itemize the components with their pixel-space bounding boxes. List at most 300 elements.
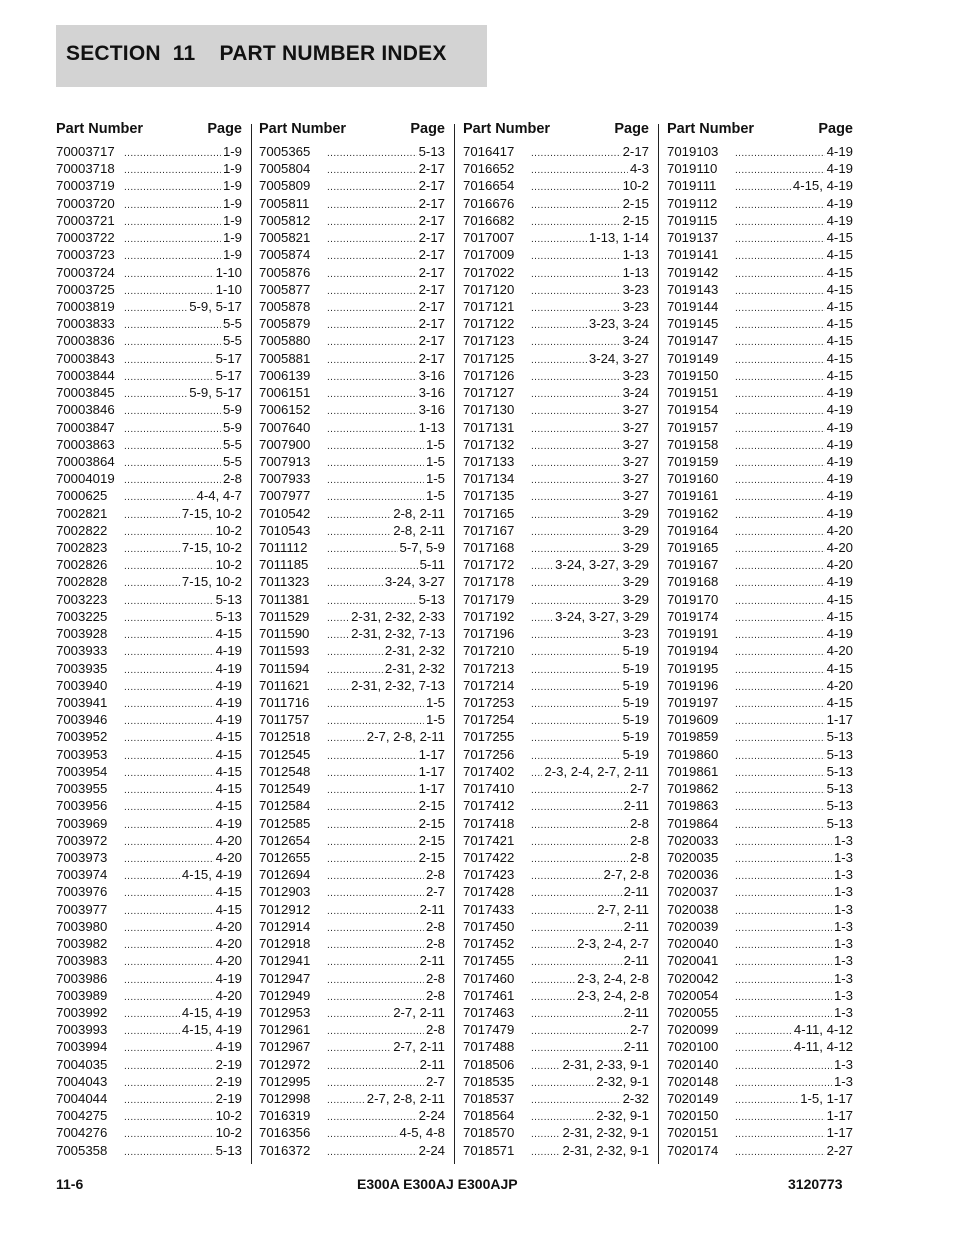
dot-leader: [735, 507, 825, 524]
index-entry: [463, 797, 649, 814]
index-entry: [259, 453, 445, 470]
part-number: 7005878: [259, 298, 311, 314]
dot-leader: [531, 524, 621, 541]
part-number: 7020150: [667, 1108, 719, 1124]
page-reference: 2-7, 2-8, 2-11: [366, 729, 445, 745]
index-entry: [259, 660, 445, 677]
part-number: 7017410: [463, 781, 515, 797]
dot-leader: [124, 954, 214, 971]
page-reference: 1-3: [833, 987, 853, 1003]
page-reference: 1-17: [418, 746, 445, 762]
part-number: 7003935: [56, 660, 108, 676]
dot-leader: [124, 679, 214, 696]
index-column-2: [259, 118, 445, 1159]
dot-leader: [735, 989, 832, 1006]
page-reference: 5-13: [826, 815, 853, 831]
dot-leader: [327, 937, 424, 954]
column-header: [259, 118, 445, 143]
part-number: 7016654: [463, 178, 515, 194]
part-number: 7017418: [463, 815, 515, 831]
index-entry: [463, 401, 649, 418]
part-number: 7019862: [667, 781, 719, 797]
index-entry: [667, 367, 853, 384]
index-column-1: [56, 118, 242, 1159]
index-entry: [259, 246, 445, 263]
index-entry: [259, 522, 445, 539]
index-entry: [667, 1142, 853, 1159]
page-reference: 5-9: [222, 402, 242, 418]
dot-leader: [124, 730, 214, 747]
dot-leader: [327, 1092, 365, 1109]
page-reference: 1-3: [833, 953, 853, 969]
page-reference: 5-13: [215, 1142, 242, 1158]
page-reference: 2-24: [418, 1142, 445, 1158]
page-reference: 4-19: [215, 695, 242, 710]
page-reference: 1-10: [215, 264, 242, 280]
dot-leader: [327, 524, 391, 541]
dot-leader: [124, 765, 214, 782]
part-number: 7005874: [259, 247, 311, 263]
part-number: 7017022: [463, 264, 515, 280]
page-reference: 4-15, 4-19: [181, 1004, 242, 1020]
page-reference: 5-13: [826, 798, 853, 814]
page-reference: 4-19: [826, 419, 853, 435]
page-reference: 4-19: [826, 385, 853, 401]
dot-leader: [327, 455, 424, 472]
dot-leader: [327, 954, 418, 971]
index-entry: [56, 677, 242, 694]
page-reference: 1-13, 1-14: [588, 230, 649, 246]
page-reference: 2-11: [623, 953, 649, 969]
index-entry: [667, 625, 853, 642]
part-number: 7017452: [463, 936, 515, 952]
part-number: 7007900: [259, 436, 311, 452]
index-entry: [667, 970, 853, 987]
dot-leader: [735, 954, 832, 971]
dot-leader: [531, 868, 602, 885]
part-number: 7017132: [463, 436, 515, 452]
footer-page-number: 11-6: [56, 1176, 84, 1192]
part-number: 70003718: [56, 161, 115, 177]
part-number: 7011590: [259, 626, 310, 642]
part-number: 7017455: [463, 953, 515, 969]
part-number: 7003954: [56, 763, 108, 779]
part-number: 7019110: [667, 161, 718, 177]
dot-leader: [531, 369, 621, 386]
page-reference: 2-8: [629, 849, 649, 865]
index-entry: [259, 160, 445, 177]
part-number: 7010542: [259, 505, 311, 521]
dot-leader: [124, 1040, 214, 1057]
part-number: 7000625: [56, 488, 108, 504]
part-number: 7012947: [259, 970, 311, 986]
part-number: 7020149: [667, 1091, 719, 1107]
dot-leader: [735, 334, 825, 351]
index-entry: [463, 229, 649, 246]
dot-leader: [735, 145, 825, 162]
index-entry: [463, 160, 649, 177]
page-reference: 1-9: [222, 144, 242, 159]
part-number: 7020055: [667, 1004, 719, 1020]
dot-leader: [531, 782, 628, 799]
page-reference: 4-19: [215, 1039, 242, 1055]
dot-leader: [735, 937, 832, 954]
dot-leader: [124, 1058, 214, 1075]
dot-leader: [124, 248, 221, 265]
dot-leader: [531, 799, 622, 816]
page-reference: 5-17: [215, 367, 242, 383]
part-number: 7018537: [463, 1091, 515, 1107]
index-entry: [259, 1021, 445, 1038]
column-header: [56, 118, 242, 143]
part-number: 7012518: [259, 729, 311, 745]
page-reference: 2-11: [419, 1056, 445, 1072]
page-reference: 2-31, 2-32, 9-1: [562, 1142, 649, 1158]
part-number: 7003993: [56, 1022, 108, 1038]
part-number: 7016319: [259, 1108, 311, 1124]
page-reference: 10-2: [215, 557, 242, 573]
page-reference: 3-24: [622, 333, 649, 349]
dot-leader: [735, 748, 825, 765]
page-reference: 5-5: [222, 436, 242, 452]
index-entry: [259, 177, 445, 194]
dot-leader: [327, 644, 383, 661]
page-reference: 2-32: [622, 1091, 649, 1107]
dot-leader: [124, 662, 214, 679]
page-reference: 3-29: [622, 540, 649, 556]
dot-leader: [735, 266, 825, 283]
part-number: 7019149: [667, 350, 719, 366]
index-entry: [259, 728, 445, 745]
dot-leader: [531, 248, 621, 265]
dot-leader: [327, 834, 417, 851]
part-number: 7020037: [667, 884, 719, 900]
page-reference: 3-27: [622, 488, 649, 504]
page-reference: 4-15: [826, 316, 853, 332]
index-entry: [259, 487, 445, 504]
index-entry: [463, 711, 649, 728]
index-entry: [56, 419, 242, 436]
part-number: 7017122: [463, 316, 515, 332]
page-reference: 10-2: [215, 1108, 242, 1124]
page-reference: 3-23: [622, 626, 649, 642]
page-reference: 3-16: [418, 367, 445, 383]
dot-leader: [124, 799, 214, 816]
dot-leader: [735, 696, 825, 713]
page-reference: 4-19: [826, 574, 853, 590]
dot-leader: [531, 575, 621, 592]
dot-leader: [735, 834, 832, 851]
index-entry: [56, 177, 242, 194]
part-number: 70003864: [56, 453, 115, 469]
page-reference: 5-19: [622, 746, 649, 762]
index-entry: [463, 522, 649, 539]
index-entry: [667, 711, 853, 728]
index-entry: [667, 918, 853, 935]
index-entry: [463, 832, 649, 849]
index-entry: [259, 866, 445, 883]
index-entry: [463, 281, 649, 298]
dot-leader: [531, 662, 621, 679]
part-number: 7016356: [259, 1125, 311, 1141]
part-number: 70003833: [56, 316, 115, 332]
index-entry: [56, 436, 242, 453]
index-entry: [56, 1004, 242, 1021]
dot-leader: [124, 231, 221, 248]
part-number: 7012655: [259, 849, 311, 865]
index-entry: [56, 470, 242, 487]
page-reference: 1-3: [833, 1056, 853, 1072]
index-entry: [259, 970, 445, 987]
part-number: 70003717: [56, 144, 115, 159]
part-number: 7003955: [56, 781, 108, 797]
index-entry: [463, 970, 649, 987]
index-entry: [463, 901, 649, 918]
page-reference: 4-15: [826, 591, 853, 607]
part-number: 7004276: [56, 1125, 108, 1141]
page-reference: 2-17: [418, 298, 445, 314]
index-entry: [259, 505, 445, 522]
part-number: 7011594: [259, 660, 310, 676]
page-reference: 2-17: [418, 350, 445, 366]
index-entry: [259, 591, 445, 608]
page-reference: 3-24, 3-27, 3-29: [555, 608, 649, 624]
index-entry: [259, 143, 445, 160]
dot-leader: [124, 334, 221, 351]
page-reference: 2-7: [629, 781, 649, 797]
index-entry: [259, 849, 445, 866]
page-reference: 5-5: [222, 333, 242, 349]
index-entry: [259, 1004, 445, 1021]
index-entry: [259, 694, 445, 711]
page-reference: 4-15: [215, 901, 242, 917]
part-number: 7017255: [463, 729, 515, 745]
part-number: 7017463: [463, 1004, 515, 1020]
index-entry: [56, 866, 242, 883]
dot-leader: [531, 438, 621, 455]
part-number: 7017210: [463, 643, 515, 659]
index-entry: [463, 1021, 649, 1038]
index-entry: [463, 367, 649, 384]
page-reference: 5-9, 5-17: [189, 298, 242, 314]
page-reference: 5-11: [419, 557, 445, 573]
index-entry: [56, 487, 242, 504]
dot-leader: [735, 868, 832, 885]
header-page: Page: [207, 121, 242, 137]
dot-leader: [124, 1075, 214, 1092]
part-number: 7018506: [463, 1056, 515, 1072]
index-entry: [463, 212, 649, 229]
index-entry: [667, 505, 853, 522]
index-entry: [667, 487, 853, 504]
dot-leader: [735, 1144, 825, 1161]
index-entry: [56, 1090, 242, 1107]
page-reference: 1-9: [222, 195, 242, 211]
page-reference: 1-3: [833, 884, 853, 900]
dot-leader: [735, 593, 825, 610]
part-number: 7017428: [463, 884, 515, 900]
dot-leader: [327, 851, 417, 868]
page-reference: 5-19: [622, 712, 649, 728]
part-number: 7017433: [463, 901, 515, 917]
dot-leader: [735, 1023, 792, 1040]
index-entry: [56, 212, 242, 229]
part-number: 7005876: [259, 264, 311, 280]
header-part-number: Part Number: [259, 121, 347, 137]
index-entry: [667, 195, 853, 212]
index-entry: [56, 952, 242, 969]
part-number: 7005880: [259, 333, 311, 349]
part-number: 7019164: [667, 522, 719, 538]
dot-leader: [124, 834, 214, 851]
index-entry: [463, 694, 649, 711]
index-entry: [667, 763, 853, 780]
page-reference: 4-20: [826, 540, 853, 556]
dot-leader: [124, 300, 187, 317]
part-number: 7012903: [259, 884, 311, 900]
part-number: 7020148: [667, 1073, 719, 1089]
part-number: 7017196: [463, 626, 515, 642]
page-reference: 4-5, 4-8: [399, 1125, 445, 1141]
page-reference: 2-11: [623, 918, 649, 934]
part-number: 7019103: [667, 144, 719, 159]
page-reference: 10-2: [215, 522, 242, 538]
part-number: 7012998: [259, 1091, 311, 1107]
dot-leader: [735, 575, 825, 592]
dot-leader: [531, 489, 621, 506]
part-number: 7019195: [667, 660, 719, 676]
dot-leader: [735, 782, 825, 799]
page-reference: 4-20: [215, 849, 242, 865]
page-reference: 2-7, 2-8: [603, 867, 649, 883]
page-reference: 4-20: [826, 557, 853, 573]
part-number: 7019112: [667, 195, 718, 211]
part-number: 7005804: [259, 161, 311, 177]
index-entry: [667, 556, 853, 573]
page-reference: 2-8: [425, 936, 445, 952]
page-reference: 3-27: [622, 471, 649, 487]
dot-leader: [327, 1058, 418, 1075]
dot-leader: [735, 197, 825, 214]
index-entry: [56, 918, 242, 935]
part-number: 7003986: [56, 970, 108, 986]
part-number: 7019196: [667, 677, 719, 693]
part-number: 70003847: [56, 419, 115, 435]
part-number: 7010543: [259, 522, 311, 538]
index-entry: [463, 332, 649, 349]
dot-leader: [327, 885, 424, 902]
page-reference: 5-19: [622, 729, 649, 745]
index-entry: [667, 350, 853, 367]
part-number: 7006139: [259, 367, 311, 383]
dot-leader: [327, 868, 424, 885]
dot-leader: [327, 266, 417, 283]
part-number: 7004275: [56, 1108, 108, 1124]
part-number: 7017165: [463, 505, 515, 521]
page-reference: 4-19: [215, 677, 242, 693]
part-number: 7019167: [667, 557, 719, 573]
dot-leader: [327, 283, 417, 300]
part-number: 7003980: [56, 918, 108, 934]
page-reference: 4-11, 4-12: [793, 1022, 853, 1038]
page-reference: 1-3: [833, 867, 853, 883]
index-entry: [463, 177, 649, 194]
page-reference: 4-15: [826, 350, 853, 366]
page-reference: 10-2: [622, 178, 649, 194]
part-number: 7019151: [667, 385, 719, 401]
index-entry: [56, 901, 242, 918]
index-entry: [463, 815, 649, 832]
part-number: 7019161: [667, 488, 719, 504]
index-entry: [259, 625, 445, 642]
dot-leader: [735, 1092, 798, 1109]
dot-leader: [531, 197, 621, 214]
dot-leader: [735, 283, 825, 300]
index-entry: [259, 470, 445, 487]
part-number: 7019137: [667, 230, 719, 246]
part-number: 7003946: [56, 712, 108, 728]
page-reference: 3-23: [622, 281, 649, 297]
page-reference: 4-20: [826, 677, 853, 693]
page-reference: 4-15, 4-19: [181, 867, 242, 883]
index-entry: [667, 401, 853, 418]
page-reference: 2-31, 2-32: [384, 643, 445, 659]
index-entry: [463, 1107, 649, 1124]
page-reference: 3-27: [622, 436, 649, 452]
index-entry: [463, 384, 649, 401]
page-reference: 4-19: [826, 436, 853, 452]
dot-leader: [735, 489, 825, 506]
part-number: 7019142: [667, 264, 719, 280]
index-entry: [259, 918, 445, 935]
part-number: 7005365: [259, 144, 311, 159]
part-number: 7020033: [667, 832, 719, 848]
page-reference: 2-7: [425, 884, 445, 900]
dot-leader: [531, 834, 628, 851]
dot-leader: [327, 679, 349, 696]
page-reference: 4-15, 4-19: [181, 1022, 242, 1038]
page-reference: 1-13: [622, 264, 649, 280]
part-number: 7019197: [667, 695, 719, 710]
part-number: 7012548: [259, 763, 311, 779]
part-number: 7020041: [667, 953, 719, 969]
header-page: Page: [410, 121, 445, 137]
page-reference: 5-13: [215, 608, 242, 624]
part-number: 7003989: [56, 987, 108, 1003]
dot-leader: [327, 162, 417, 179]
page-reference: 2-7, 2-11: [393, 1039, 445, 1055]
dot-leader: [327, 403, 417, 420]
page-reference: 2-3, 2-4, 2-8: [577, 970, 649, 986]
part-number: 7019165: [667, 540, 719, 556]
index-entry: [463, 849, 649, 866]
dot-leader: [531, 1023, 628, 1040]
dot-leader: [327, 541, 398, 558]
part-number: 70003846: [56, 402, 115, 418]
dot-leader: [531, 317, 587, 334]
page-reference: 2-7, 2-8, 2-11: [366, 1091, 445, 1107]
index-entry: [463, 591, 649, 608]
part-number: 7003972: [56, 832, 108, 848]
dot-leader: [531, 644, 621, 661]
part-number: 7012953: [259, 1004, 311, 1020]
dot-leader: [735, 352, 825, 369]
dot-leader: [124, 782, 214, 799]
page-reference: 2-11: [419, 901, 445, 917]
index-entry: [463, 625, 649, 642]
index-entry: [56, 832, 242, 849]
dot-leader: [531, 472, 621, 489]
